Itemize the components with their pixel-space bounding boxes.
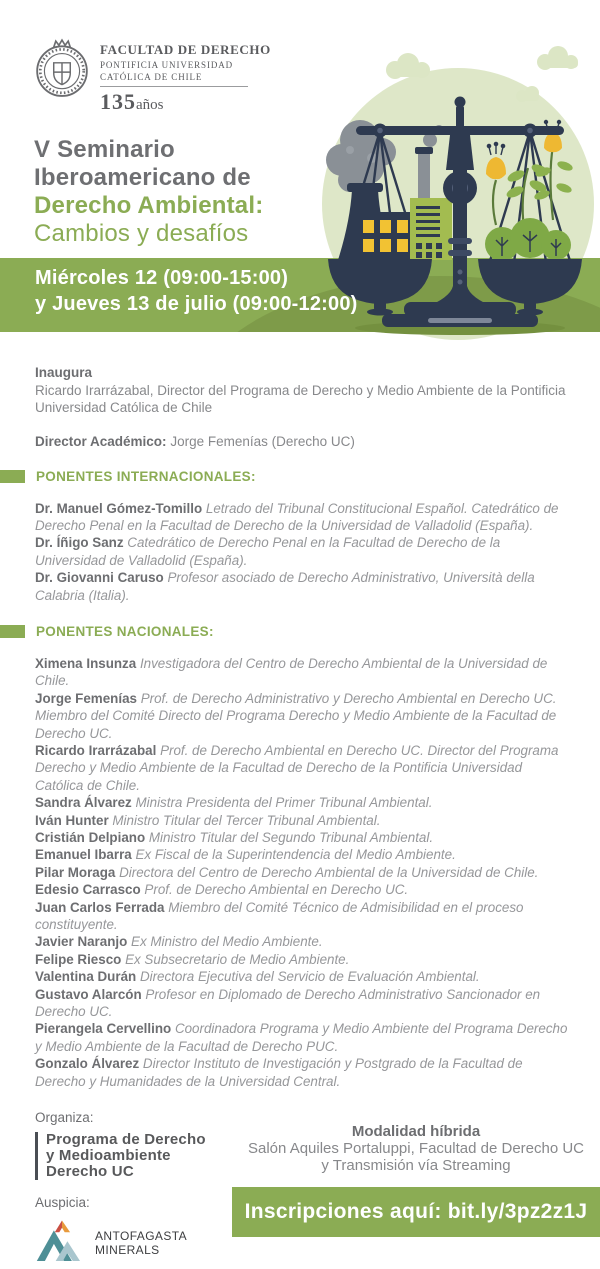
speaker-entry — [35, 881, 572, 898]
speaker-entry — [35, 1055, 572, 1090]
university-name-line1: PONTIFICIA UNIVERSIDAD — [100, 60, 234, 70]
faculty-name: FACULTAD DE DERECHO — [100, 42, 271, 57]
organiza-label: Organiza: — [35, 1110, 94, 1126]
speaker-name: Pierangela Cervellino — [35, 1021, 172, 1037]
inaugura-label: Inaugura — [35, 365, 93, 380]
speaker-description: Coordinadora Programa y Medio Ambiente del Programa Derecho y Medio Ambiente de la Facultad de Derecho PUC. — [35, 1021, 568, 1054]
speaker-description: Ministro Titular del Tercer Tribunal Ambiental. — [112, 812, 381, 828]
main-content — [0, 364, 600, 1090]
speaker-description: Ex Subsecretario de Medio Ambiente. — [125, 951, 350, 967]
university-logo — [33, 38, 271, 115]
university-logo-text — [100, 38, 271, 115]
speaker-entry — [35, 951, 572, 968]
antofagasta-minerals-icon — [35, 1217, 89, 1269]
title-line-3: Derecho Ambiental: — [34, 192, 264, 219]
speaker-entry — [35, 742, 572, 794]
date-line-2: y Jueves 13 de julio (09:00-12:00) — [35, 293, 358, 315]
speaker-name: Pilar Moraga — [35, 864, 116, 880]
speaker-entry — [35, 812, 572, 829]
national-speakers-list — [35, 655, 572, 1090]
speaker-name: Ximena Insunza — [35, 655, 137, 671]
speaker-name: Ricardo Irarrázabal — [35, 742, 157, 758]
speaker-description: Prof. de Derecho Ambiental en Derecho UC. Director del Programa Derecho y Medio Ambiente de la Facultad de Derecho de la Pontificia Universidad Católica de Chile. — [35, 742, 559, 793]
speaker-name: Edesio Carrasco — [35, 882, 141, 898]
speaker-name: Dr. Íñigo Sanz — [35, 535, 124, 551]
speaker-description: Prof. de Derecho Administrativo y Derecho Ambiental en Derecho UC. Miembro del Comité Directo del Programa Derecho y Medio Ambiente de la Facultad de Derecho UC. — [35, 690, 557, 741]
director-label: Director Académico: — [35, 433, 167, 449]
speaker-entry — [35, 986, 572, 1021]
section-heading-label: PONENTES INTERNACIONALES: — [36, 468, 256, 484]
speaker-description: Profesor asociado de Derecho Administrativo, Università della Calabria (Italia). — [35, 570, 535, 603]
title-line-4: Cambios y desafíos — [34, 220, 249, 247]
speaker-description: Director Instituto de Investigación y Postgrado de la Facultad de Derecho y Humanidades de la Universidad Central. — [35, 1056, 523, 1089]
section-heading-label: PONENTES NACIONALES: — [36, 623, 214, 639]
speaker-entry — [35, 864, 572, 881]
speaker-name: Gustavo Alarcón — [35, 986, 142, 1002]
speaker-description: Ex Ministro del Medio Ambiente. — [131, 934, 323, 950]
director-text: Jorge Femenías (Derecho UC) — [170, 433, 355, 449]
modality-streaming: y Transmisión vía Streaming — [321, 1157, 511, 1175]
speaker-entry — [35, 933, 572, 950]
auspicia-label: Auspicia: — [35, 1195, 90, 1211]
seminar-title — [34, 136, 263, 248]
speaker-description: Catedrático de Derecho Penal en la Facultad de Derecho de la Universidad de Valladolid (España). — [35, 535, 501, 568]
speaker-name: Dr. Giovanni Caruso — [35, 570, 164, 586]
speaker-name: Felipe Riesco — [35, 951, 122, 967]
speaker-entry — [35, 500, 572, 535]
speaker-description: Profesor en Diplomado de Derecho Administrativo Sancionador en Derecho UC. — [35, 986, 541, 1020]
speaker-name: Juan Carlos Ferrada — [35, 899, 165, 915]
organizer-name: Programa de Derecho y Medioambiente Derecho UC — [35, 1132, 232, 1180]
speaker-entry — [35, 1020, 572, 1055]
speaker-description: Ex Fiscal de la Superintendencia del Medio Ambiente. — [135, 847, 456, 863]
speaker-description: Letrado del Tribunal Constitucional Español. Catedrático de Derecho Penal en la Facultad de Derecho de la Universidad de Valladolid (España). — [35, 500, 559, 533]
speaker-description: Directora del Centro de Derecho Ambiental de la Universidad de Chile. — [119, 864, 539, 880]
footer — [0, 1110, 600, 1269]
title-line-2: Iberoamericano de — [34, 164, 251, 191]
speaker-entry — [35, 690, 572, 742]
speaker-name: Valentina Durán — [35, 969, 137, 985]
speaker-name: Iván Hunter — [35, 812, 109, 828]
header — [0, 0, 600, 348]
speaker-description: Investigadora del Centro de Derecho Ambiental de la Universidad de Chile. — [35, 655, 548, 689]
date-line-1: Miércoles 12 (09:00-15:00) — [35, 267, 289, 289]
cloud-icons — [386, 46, 578, 102]
speaker-name: Javier Naranjo — [35, 934, 128, 950]
date-banner-text — [35, 265, 358, 317]
section-heading-nacionales — [0, 624, 572, 639]
speaker-entry — [35, 655, 572, 690]
university-name-line2: CATÓLICA DE CHILE — [100, 72, 203, 82]
speaker-description: Ministro Titular del Segundo Tribunal Ambiental. — [148, 830, 434, 845]
speaker-name: Dr. Manuel Gómez-Tomillo — [35, 500, 203, 516]
inaugura-block — [35, 364, 572, 417]
sponsor-name: ANTOFAGASTA MINERALS — [95, 1229, 187, 1258]
speaker-entry — [35, 829, 572, 846]
director-line — [35, 434, 572, 449]
inscription-cta-button[interactable]: Inscripciones aquí: bit.ly/3pz2z1J — [232, 1187, 600, 1237]
footer-left — [0, 1110, 232, 1269]
modality-venue: Salón Aquiles Portaluppi, Facultad de Derecho UC — [247, 1140, 585, 1158]
speaker-entry — [35, 794, 572, 811]
speaker-entry — [35, 569, 572, 604]
speaker-name: Emanuel Ibarra — [35, 847, 132, 863]
speaker-entry — [35, 968, 572, 985]
international-speakers-list — [35, 500, 572, 604]
speaker-description: Miembro del Comité Técnico de Admisibilidad en el proceso constituyente. — [35, 899, 524, 933]
modality-title: Modalidad híbrida — [351, 1123, 481, 1141]
green-tab-icon — [0, 470, 25, 483]
green-tab-icon — [0, 625, 25, 638]
speaker-entry — [35, 846, 572, 863]
footer-right — [232, 1110, 600, 1269]
speaker-name: Jorge Femenías — [35, 690, 137, 706]
speaker-name: Gonzalo Álvarez — [35, 1056, 140, 1072]
speaker-entry — [35, 899, 572, 934]
section-heading-internacionales — [0, 469, 572, 484]
inaugura-text: Ricardo Irarrázabal, Director del Programa de Derecho y Medio Ambiente de la Pontificia Universidad Católica de Chile — [35, 382, 566, 415]
anniversary-text: 135años — [100, 89, 164, 114]
uc-seal-icon — [33, 38, 91, 98]
logo-divider — [100, 86, 248, 87]
speaker-name: Cristián Delpiano — [35, 830, 146, 845]
speaker-name: Sandra Álvarez — [35, 795, 132, 811]
speaker-entry — [35, 534, 572, 569]
title-line-1: V Seminario — [34, 136, 175, 163]
speaker-description: Ministra Presidenta del Primer Tribunal Ambiental. — [135, 795, 433, 811]
speaker-description: Directora Ejecutiva del Servicio de Evaluación Ambiental. — [139, 969, 480, 985]
sponsor-logo — [35, 1217, 232, 1269]
speaker-description: Prof. de Derecho Ambiental en Derecho UC. — [144, 882, 409, 898]
